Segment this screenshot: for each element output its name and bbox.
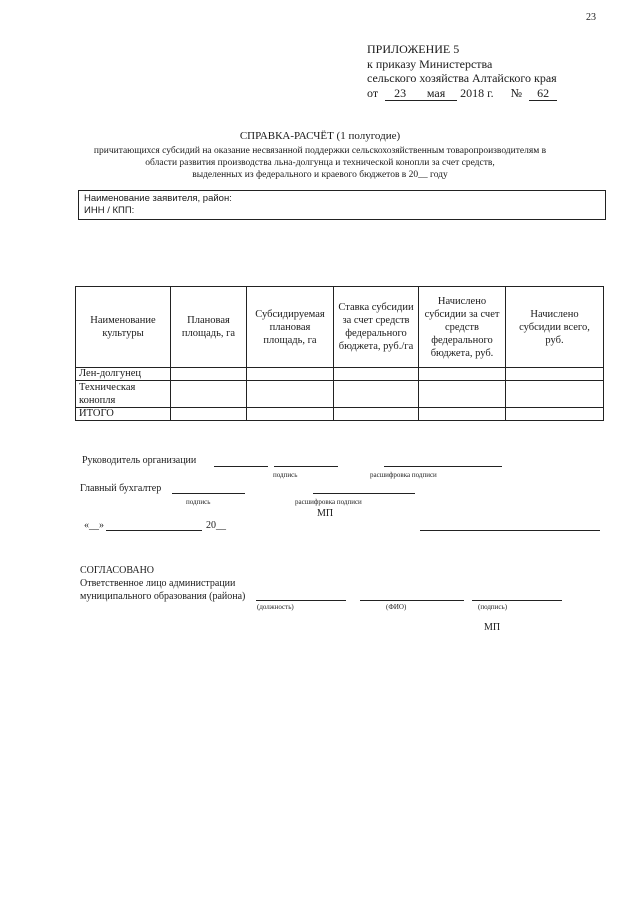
head-sign-line-a[interactable] [214,466,268,467]
head-sign-line-b[interactable] [274,466,338,467]
header-crop-name: Наименование культуры [76,287,171,368]
table-cell[interactable] [506,368,604,381]
header-federal-rate: Ставка субсидии за счет средств федерального бюджета, руб./га [334,287,419,368]
document-subtitle-line2: области развития производства льна-долгунца и технической конопли за счет средств, [145,158,495,168]
row-crop-name: Лен-долгунец [76,368,171,381]
annex-ministry-line: сельского хозяйства Алтайского края [367,71,557,85]
annex-number-sign: № [510,86,523,100]
document-title: СПРАВКА-РАСЧЁТ (1 полугодие) [239,130,401,142]
applicant-box [78,190,606,220]
accountant-sign-line[interactable] [172,493,245,494]
table-header-row [76,287,604,368]
table-cell[interactable] [171,368,247,381]
document-subtitle-line1: причитающихся субсидий на оказание несвязанной поддержки сельскохозяйственным товаропроизводителям в [93,146,547,156]
row-crop-name: Техническая конопля [76,381,171,408]
table-cell[interactable] [419,408,506,421]
header-planned-area: Плановая площадь, га [171,287,247,368]
header-federal-accrued: Начислено субсидии за счет средств федерального бюджета, руб. [419,287,506,368]
annex-title: ПРИЛОЖЕНИЕ 5 [367,42,460,56]
approval-position-line[interactable] [256,600,346,601]
annex-date-prefix: от [367,86,379,100]
table-row [76,381,604,408]
applicant-inn-label: ИНН / КПП: [84,205,135,216]
annex-date-year: 2018 г. [460,86,494,100]
table-row [76,368,604,381]
table-cell[interactable] [247,408,334,421]
head-decode-line[interactable] [384,466,502,467]
subsidy-table [75,286,604,421]
approval-name-line[interactable] [360,600,464,601]
accountant-decode-line[interactable] [313,493,415,494]
table-cell[interactable] [171,381,247,408]
extra-sign-line[interactable] [420,530,600,531]
table-cell[interactable] [171,408,247,421]
annex-number: 62 [529,86,557,101]
document-subtitle-line3: выделенных из федерального и краевого бюджетов в 20__ году [192,170,448,180]
head-label: Руководитель организации [82,455,197,466]
date-year: 20__ [206,520,226,531]
date-day: «__» [84,520,104,531]
approval-signature-caption: (подпись) [478,603,508,611]
header-total-accrued: Начислено субсидии всего, руб. [506,287,604,368]
accountant-label: Главный бухгалтер [80,483,162,494]
approval-stamp-mark: МП [484,622,501,633]
annex-date-line [367,86,557,101]
head-decode-caption: расшифровка подписи [370,471,437,479]
table-cell[interactable] [334,368,419,381]
approval-line2: муниципального образования (района) [80,591,246,602]
table-cell[interactable] [506,408,604,421]
approval-line1: Ответственное лицо администрации [80,578,236,589]
table-cell[interactable] [247,368,334,381]
table-cell[interactable] [419,381,506,408]
page-number: 23 [586,12,596,23]
annex-date-month: мая [415,86,457,101]
table-cell[interactable] [247,381,334,408]
table-cell[interactable] [334,381,419,408]
approval-heading: СОГЛАСОВАНО [80,565,155,576]
table-row-total [76,408,604,421]
date-month-line[interactable] [106,530,202,531]
accountant-decode-caption: расшифровка подписи [295,498,362,506]
approval-position-caption: (должность) [257,603,294,611]
head-sign-caption: подпись [273,471,298,479]
row-total-label: ИТОГО [76,408,171,421]
header-subsidized-area: Субсидируемая плановая площадь, га [247,287,334,368]
table-cell[interactable] [334,408,419,421]
approval-name-caption: (ФИО) [386,603,407,611]
accountant-sign-caption: подпись [186,498,211,506]
table-cell[interactable] [419,368,506,381]
annex-date-day: 23 [385,86,415,101]
stamp-mark: МП [317,508,334,519]
table-cell[interactable] [506,381,604,408]
applicant-name-label: Наименование заявителя, район: [84,193,232,204]
approval-signature-line[interactable] [472,600,562,601]
annex-order-line: к приказу Министерства [367,57,493,71]
